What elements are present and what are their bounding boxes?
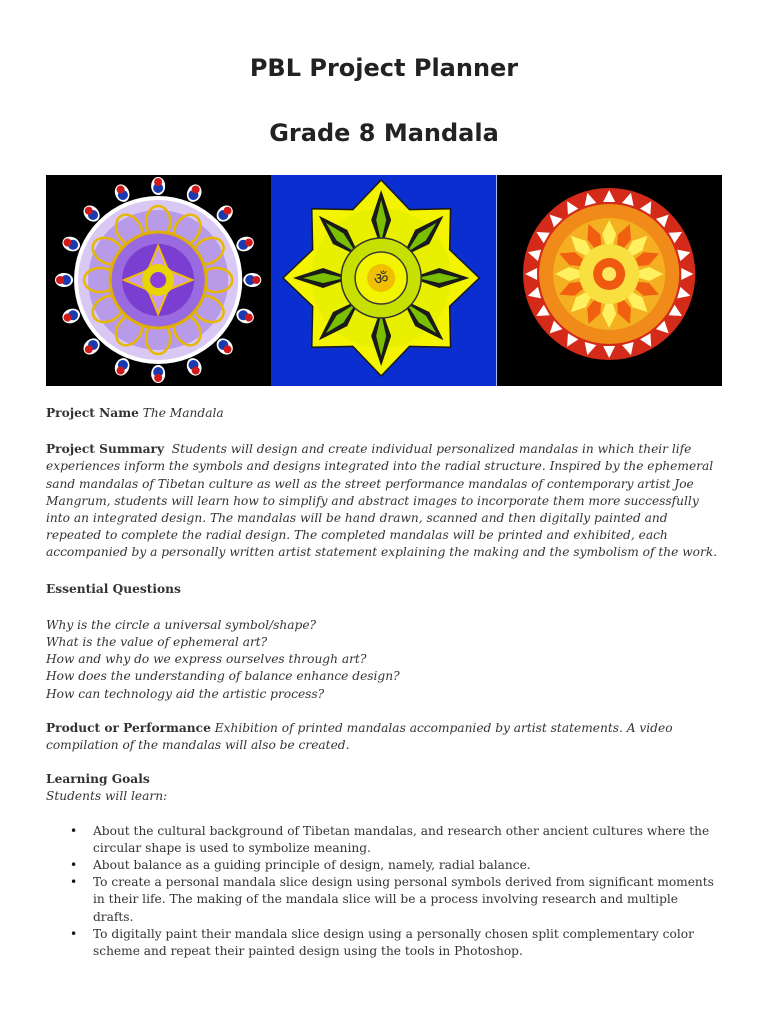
project-name-label: Project Name: [46, 406, 139, 420]
product-or-performance: [46, 720, 722, 754]
essential-question: How can technology aid the artistic process?: [46, 686, 325, 701]
learning-goal-item: • About the cultural background of Tibetan mandalas, and research other ancient cultures where the circular shape is used to symbolize meaning.: [46, 823, 722, 857]
project-summary-label: Project Summary: [46, 442, 165, 457]
learning-goal-item: • About balance as a guiding principle of design, namely, radial balance.: [46, 857, 722, 874]
essential-question: How and why do we express ourselves through art?: [46, 652, 367, 667]
learning-goal-item: • To create a personal mandala slice design using personal symbols derived from significant moments in their life. The making of the mandala slice will be a process involving research and multiple drafts.: [46, 874, 722, 926]
page-subtitle: Grade 8 Mandala: [269, 119, 499, 147]
essential-question: What is the value of ephemeral art?: [46, 635, 268, 650]
learning-goals-intro: Students will learn:: [46, 789, 168, 804]
learning-goal-item: • To digitally paint their mandala slice design using a personally chosen split complementary color scheme and repeat their painted design using the tools in Photoshop.: [46, 926, 722, 960]
essential-questions-label: Essential Questions: [46, 581, 181, 596]
learning-goals-list: [46, 823, 722, 961]
purple-mandala-image: [46, 175, 271, 386]
essential-question: Why is the circle a universal symbol/shape?: [46, 617, 317, 632]
project-name-value: The Mandala: [142, 406, 224, 420]
project-summary: [46, 441, 722, 561]
yellow-mandala-image: [271, 175, 496, 386]
orange-mandala-image: [497, 175, 722, 386]
document-body: [46, 405, 722, 960]
learning-goals-label: Learning Goals: [46, 772, 150, 787]
project-name: [46, 405, 722, 422]
mandala-center-glyph: ॐ: [374, 269, 389, 288]
essential-questions-list: [46, 617, 722, 703]
page-title: PBL Project Planner: [249, 54, 519, 82]
title-block: [0, 52, 768, 149]
product-text: Exhibition of printed mandalas accompanied by artist statements. A video compilation of the mandalas will also be created.: [46, 720, 673, 753]
project-summary-text: Students will design and create individual personalized mandalas in which their life experiences inform the symbols and designs integrated into the radial structure. Inspired by the ephemeral sand mandalas of Tibetan culture as well as the street performance mandalas of contemporary artist Joe Mangrum, students will learn how to simplify and abstract images to incorporate them more successfully into an integrated design. The mandalas will be hand drawn, scanned and then digitally painted and repeated to complete the radial design. The completed mandalas will be printed and exhibited, each accompanied by a personally written artist statement explaining the making and the symbolism of the work.: [46, 442, 718, 560]
essential-question: How does the understanding of balance enhance design?: [46, 669, 400, 684]
mandala-banner: [46, 175, 722, 386]
product-label: Product or Performance: [46, 720, 211, 735]
